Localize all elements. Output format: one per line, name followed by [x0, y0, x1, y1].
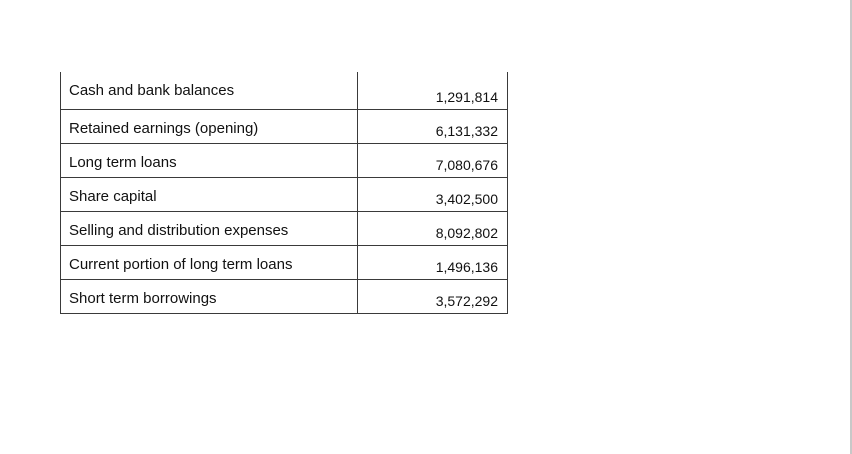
row-label: Long term loans [61, 143, 358, 177]
table-row [61, 177, 508, 211]
table-row [61, 72, 508, 109]
row-value: 3,572,292 [357, 279, 507, 313]
table-row [61, 245, 508, 279]
row-value: 7,080,676 [357, 143, 507, 177]
row-label: Cash and bank balances [61, 72, 358, 109]
row-value: 6,131,332 [357, 109, 507, 143]
row-label: Selling and distribution expenses [61, 211, 358, 245]
row-value: 1,291,814 [357, 72, 507, 109]
table-row [61, 143, 508, 177]
ledger-table [60, 72, 508, 314]
row-label: Short term borrowings [61, 279, 358, 313]
row-label: Current portion of long term loans [61, 245, 358, 279]
row-value: 8,092,802 [357, 211, 507, 245]
table-row [61, 279, 508, 313]
table-row [61, 109, 508, 143]
row-label: Share capital [61, 177, 358, 211]
row-value: 3,402,500 [357, 177, 507, 211]
table-row [61, 211, 508, 245]
row-value: 1,496,136 [357, 245, 507, 279]
row-label: Retained earnings (opening) [61, 109, 358, 143]
